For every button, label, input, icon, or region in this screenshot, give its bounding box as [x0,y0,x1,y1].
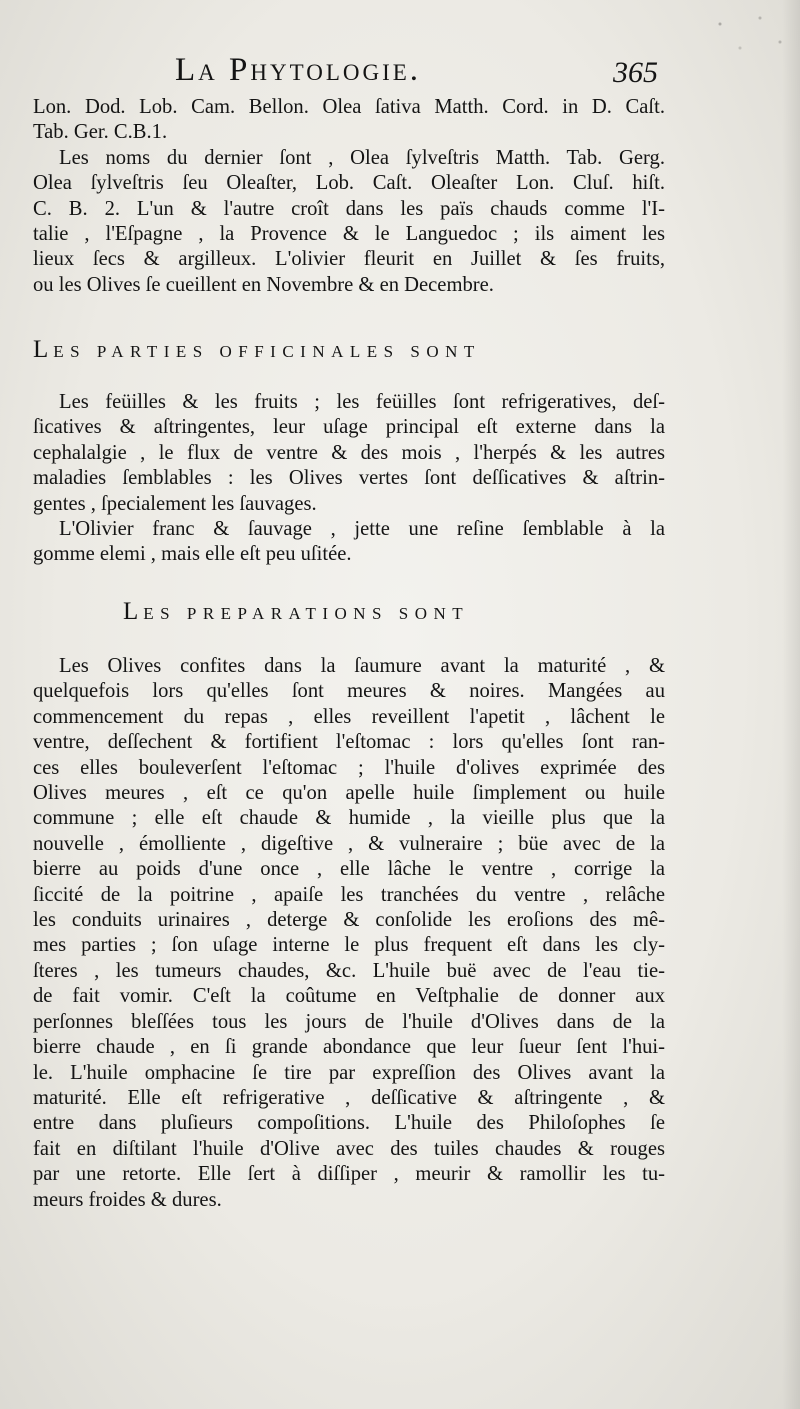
text-line: perſonnes bleſſées tous les jours de l'huile d'Olives dans de la [33,1010,665,1033]
text-line: mes parties ; ſon uſage interne le plus frequent eſt dans les cly- [33,934,665,957]
text-line: L'Olivier franc & ſauvage , jette une reſine ſemblable à la [59,518,665,541]
text-line: Lon. Dod. Lob. Cam. Bellon. Olea ſativa Matth. Cord. in D. Caſt. [33,96,665,118]
text-line: ces elles bouleverſent l'eſtomac ; l'huile d'olives exprimée des [33,756,665,779]
text-line: C. B. 2. L'un & l'autre croît dans les païs chauds comme l'I- [33,197,665,220]
text-line: cephalalgie , le flux de ventre & des mois , l'herpés & les autres [33,441,665,464]
page-number: 365 [613,56,658,89]
text-line: maladies ſemblables : les Olives vertes ſont deſſicatives & aſtrin- [33,467,665,490]
text-line: meurs froides & dures. [33,1188,222,1211]
text-line: gentes , ſpecialement les ſauvages. [33,492,317,515]
section-heading-preparations [123,598,469,626]
text-line: par une retorte. Elle ſert à diſſiper , meurir & ramollir les tu- [33,1163,665,1186]
section-heading-officinal-parts [33,336,481,364]
text-line: gomme elemi , mais elle eſt peu uſitée. [33,543,352,566]
page-header [30,52,730,98]
text-line: Les noms du dernier ſont , Olea ſylveſtris Matth. Tab. Gerg. [59,146,665,169]
text-line: ſteres , les tumeurs chaudes, &c. L'huile buë avec de l'eau tie- [33,959,665,982]
heading-initial: L [123,598,144,625]
text-line: lieux ſecs & argilleux. L'olivier fleurit en Juillet & ſes fruits, [33,248,665,271]
text-line: Les Olives confites dans la ſaumure avant la maturité , & [59,655,665,677]
text-line: entre dans pluſieurs compoſitions. L'huile des Philoſophes ſe [33,1112,665,1135]
text-line: bierre au poids d'une once , elle lâche le ventre , corrige la [33,858,665,881]
paper-specks [700,0,800,60]
paragraph-preparations [33,654,665,1213]
text-line: ventre, deſſechent & fortifient l'eſtomac : lors qu'elles ſont ran- [33,731,665,754]
heading-text: ES PREPARATIONS SONT [143,604,470,623]
text-line: maturité. Elle eſt refrigerative , deſſicative & aſtringente , & [33,1086,665,1109]
heading-text: ES PARTIES OFFICINALES SONT [53,342,481,361]
paragraph-officinal-parts [33,390,665,568]
text-line: les conduits urinaires , deterge & conſolide les eroſions des mê- [33,909,665,932]
text-line: commune ; elle eſt chaude & humide , la vieille plus que la [33,807,665,830]
text-line: le. L'huile omphacine ſe tire par expreſſion des Olives avant la [33,1061,665,1084]
running-title: La Phytologie. [175,52,422,88]
text-line: quelquefois lors qu'elles ſont meures & noires. Mangées au [33,680,665,703]
text-line: Olives meures , eſt ce qu'on apelle huile ſimplement ou huile [33,782,665,805]
paragraph-synonyms [33,95,665,298]
text-line: ou les Olives ſe cueillent en Novembre & en Decembre. [33,273,494,296]
text-line: ſiccité de la poitrine , apaiſe les tranchées du ventre , relâche [33,883,665,906]
text-line: nouvelle , émolliente , digeſtive , & vulneraire ; büe avec de la [33,832,665,855]
text-line: talie , l'Eſpagne , la Provence & le Languedoc ; ils aiment les [33,223,665,246]
text-line: de fait vomir. C'eſt la coûtume en Veſtphalie de donner aux [33,985,665,1008]
text-line: Olea ſylveſtris ſeu Oleaſter, Lob. Caſt. Oleaſter Lon. Cluſ. hiſt. [33,172,665,195]
heading-initial: L [33,336,54,363]
text-line: Tab. Ger. C.B.1. [33,121,168,144]
text-line: bierre chaude , en ſi grande abondance que leur ſueur ſent l'hui- [33,1036,665,1059]
text-line: ſicatives & aſtringentes, leur uſage principal eſt externe dans la [33,416,665,439]
text-line: commencement du repas , elles reveillent l'apetit , lâchent le [33,705,665,728]
text-line: fait en diſtilant l'huile d'Olive avec des tuiles chaudes & rouges [33,1137,665,1160]
page-edge-shadow [782,0,800,1409]
text-line: Les feüilles & les fruits ; les feüilles ſont refrigeratives, deſ- [59,391,665,413]
